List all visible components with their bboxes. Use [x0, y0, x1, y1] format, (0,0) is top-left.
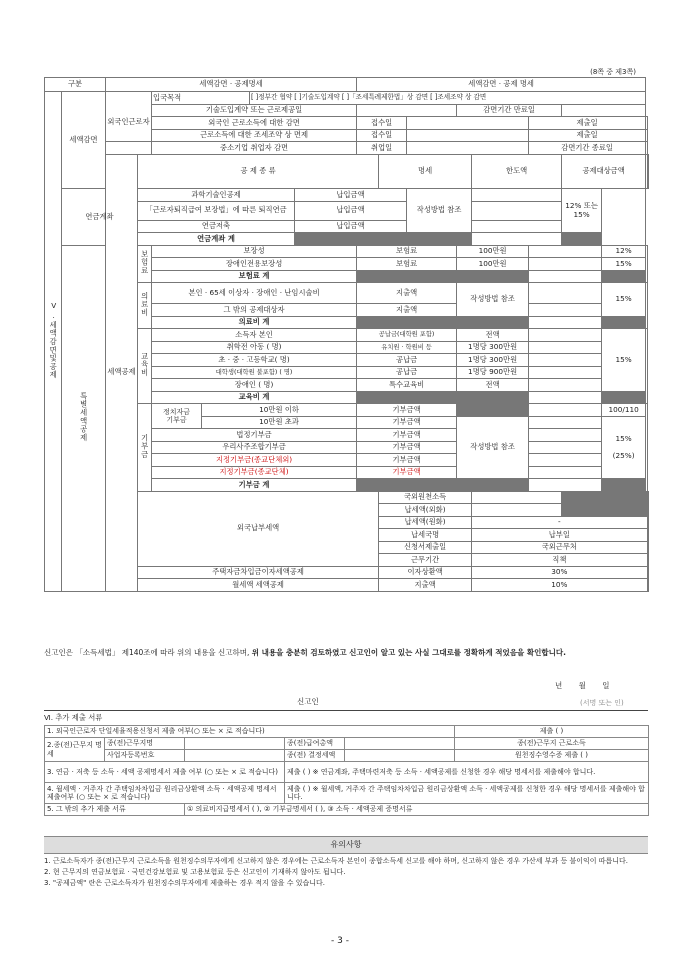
education-detail: 공납금(대학원 포함) — [357, 329, 457, 342]
pension-total: 연금계좌 계 — [138, 233, 295, 246]
header-category: 구분 — [45, 78, 106, 92]
insurance-limit: 100만원 — [457, 258, 529, 271]
tech-contract-value[interactable] — [357, 104, 457, 117]
prev-workplace-name-label: 종(전)근무지명 — [105, 738, 185, 750]
pension-item: 「근로자퇴직급여 보장법」에 따른 퇴직연금 — [138, 201, 295, 220]
credit-type-header: 공 제 종 류 — [138, 154, 379, 189]
education-target[interactable] — [529, 354, 602, 367]
education-rate: 15% — [602, 329, 646, 392]
hire-date-label: 취업일 — [357, 142, 407, 155]
submit-date-label: 제출일 — [529, 129, 646, 142]
education-item: 취학전 아동 ( 명) — [152, 341, 357, 354]
date-line: 년 월 일 — [555, 681, 610, 690]
donation-rate-top: 100/110 — [602, 404, 646, 417]
note-item: 2. 현 근무지의 연금보험료 · 국민건강보험료 및 고용보험료 등은 신고인이 기재하지 않아도 됩니다. — [44, 867, 346, 876]
pension-detail: 납입금액 — [295, 201, 407, 220]
donation-target[interactable] — [529, 441, 602, 454]
insurance-rate: 12% — [602, 245, 646, 258]
foreign-tax-key: 납세액(외화) — [379, 504, 472, 517]
medical-limit: 작성방법 참조 — [457, 283, 529, 317]
business-number-field[interactable] — [185, 750, 285, 762]
page-info: (8쪽 중 제3쪽) — [590, 68, 636, 76]
foreign-tax-key: 국외원천소득 — [379, 491, 472, 504]
pension-detail: 납입금액 — [295, 220, 407, 233]
insurance-limit: 100만원 — [457, 245, 529, 258]
reduction-label: 세액감면 — [62, 92, 106, 189]
pension-item: 과학기술인공제 — [138, 189, 295, 202]
education-limit: 1명당 300만원 — [457, 341, 529, 354]
prev-tax-field[interactable] — [345, 750, 455, 762]
insurance-item: 장애인전용보장성 — [152, 258, 357, 271]
medical-group: 의료비 — [138, 283, 152, 329]
pension-credit[interactable] — [602, 189, 646, 246]
pension-detail: 납입금액 — [295, 189, 407, 202]
doc-row-3-label: 3. 연금 · 저축 등 소득 · 세액 공제명세서 제출 여부 (○ 또는 × 로 적습니다) — [45, 762, 285, 783]
education-limit: 전액 — [457, 379, 529, 392]
section6-title: Ⅵ. 추가 제출 서류 — [44, 710, 648, 723]
education-item: 초 · 중 · 고등학교( 명) — [152, 354, 357, 367]
doc-row-1-label: 1. 외국인근로자 단일세율적용신청서 제출 여부(○ 또는 × 로 적습니다) — [45, 726, 455, 738]
pension-target[interactable] — [472, 189, 562, 202]
donation-detail: 기부금액 — [357, 441, 457, 454]
donation-item: 법정기부금 — [152, 429, 357, 442]
education-detail: 공납금 — [357, 354, 457, 367]
medical-item: 그 밖의 공제대상자 — [152, 304, 357, 317]
doc-row-5-options[interactable]: ① 의료비지급명세서 ( ), ② 기부금명세서 ( ), ③ 소득 · 세액공제 증명서류 — [185, 804, 649, 816]
doc-row-4-submit[interactable]: 제출 ( ) ※ 월세액, 거주자 간 주택임차차입금 원리금상환액 소득 · 세액공제를 신청한 경우 해당 명세서를 제출해야 합니다. — [285, 783, 649, 804]
education-target[interactable] — [529, 366, 602, 379]
rent-rate: 10% — [472, 579, 647, 592]
donation-limit: 작성방법 참조 — [457, 416, 529, 479]
deduction-table: 구분 세액감면 · 공제명세 세액감면 · 공제 명세 V.세액감면및공제 세액감면 입국목적 [ ]정부간 협약 [ ]기술도입계약 [ ]「조세특례제한법」상 감면 [ ]조세조약 상 감면 외국인근로자 기술도입계약 또는 근로제공일 감면기간 만료일 외국인 근로소득에 대한 감면 접수일 제출일 근로소득에 대한 조세조약 상 면제 접수일 제출일 중소기업 취업자 감면 취업일 감면기간 종료일 세액공제 공 제 종 류 명세 한도액 공제대상금액 연금계좌 과학기술인공제 납입금액 작성방법 참조 12% 또는 15% 「근로자퇴직급여 보장법」에 따른 퇴직연금 납입금액 연금저축 납입금액 연금계좌 계 특별세액공제 보험료 보장성 보험료 100만원 12% 장애인전용보장성 보험료 100만원 15% 보험료 계 의료비 본인 · 65세 이상자 · 장애인 · 난임시술비 지출액 작성방법 참조 15% 그 밖의 공제대상자 지출액 의료비 계 교육비 소득자 본인 공납금(대학원 포함) 전액 15% 취학전 아동 ( 명) 유치원 · 학원비 등 1명당 300만원 초 · 중 · 고등학교( 명) 공납금 1명당 300만원 대학생(대학원 불포함) ( 명) 공납금 1명당 900만원 장애인 ( 명) 특수교육비 전액 교육비 계 기부금 정치자금 기부금 10만원 이하 기부금액 100/110 10만원 초과 기부금액 작성방법 참조 15% (25%) 법정기부금 기부금액 우리사주조합기부금 기부금액 지정기부금(종교단체외) 기부금액 지정기부금(종교단체) 기부금액 기부금 계 외국납부세액 국외원천소득 납세액(외화) 납세액(원화) - 납세국명 납부일 신청서제출일 국외근무처 근무기간 직책 주택자금차입금이자세액공제 이자상환액 30% 월세액 세액공제 지출액 10% — [44, 77, 649, 592]
sign-hint: (서명 또는 인) — [580, 699, 624, 707]
header-items: 세액감면 · 공제명세 — [106, 78, 357, 92]
doc-row-2-label: 2.종(전)근무지 명세 — [45, 738, 105, 762]
donation-target[interactable] — [529, 429, 602, 442]
education-detail: 특수교육비 — [357, 379, 457, 392]
rent-detail: 지출액 — [379, 579, 472, 592]
donation-credit[interactable] — [646, 404, 647, 492]
foreign-tax-value: - — [472, 516, 647, 529]
submit-date-value[interactable] — [646, 117, 647, 130]
header-details: 세액감면 · 공제 명세 — [357, 78, 646, 92]
medical-credit[interactable] — [646, 283, 647, 329]
section-v-label: V.세액감면및공제 — [45, 92, 62, 592]
receipt-date-label: 접수일 — [357, 129, 407, 142]
donation-target[interactable] — [529, 404, 602, 417]
donation-target[interactable] — [529, 466, 602, 479]
rent-label: 월세액 세액공제 — [138, 579, 379, 592]
donation-item: 지정기부금(종교단체외) — [152, 454, 357, 467]
donation-item: 우리사주조합기부금 — [152, 441, 357, 454]
education-item: 소득자 본인 — [152, 329, 357, 342]
insurance-item: 보장성 — [152, 245, 357, 258]
housing-rate: 30% — [472, 566, 647, 579]
insurance-detail: 보험료 — [357, 245, 457, 258]
detail-header: 명세 — [379, 154, 472, 189]
donation-total: 기부금 계 — [152, 479, 357, 492]
business-number-label: 사업자등록번호 — [105, 750, 185, 762]
medical-total: 의료비 계 — [152, 316, 357, 329]
education-total: 교육비 계 — [152, 391, 357, 404]
foreign-tax-value: 국외근무처 — [472, 541, 647, 554]
education-credit[interactable] — [646, 329, 647, 404]
insurance-group: 보험료 — [138, 245, 152, 283]
housing-loan-label: 주택자금차입금이자세액공제 — [138, 566, 379, 579]
receipt-date-label: 접수일 — [357, 117, 407, 130]
education-item: 장애인 ( 명) — [152, 379, 357, 392]
insurance-total-target[interactable] — [529, 270, 602, 283]
reduction-period-end-value[interactable] — [646, 142, 647, 155]
education-target[interactable] — [529, 341, 602, 354]
applicant-label: 신고인 — [297, 697, 319, 706]
foreign-worker-label: 외국인근로자 — [106, 104, 152, 142]
foreign-tax-key: 납세국명 — [379, 529, 472, 542]
prev-workplace-name-field[interactable] — [185, 738, 285, 750]
credit-amount-header — [647, 154, 648, 189]
donation-detail: 기부금액 — [357, 416, 457, 429]
credit-label: 세액공제 — [106, 154, 138, 591]
medical-item: 본인 · 65세 이상자 · 장애인 · 난임시술비 — [152, 283, 357, 304]
treaty-exemption: 근로소득에 대한 조세조약 상 면제 — [152, 129, 357, 142]
insurance-rate: 15% — [602, 258, 646, 271]
pension-limit: 작성방법 참조 — [407, 189, 472, 233]
hire-date-value[interactable] — [407, 142, 529, 155]
pension-item: 연금저축 — [138, 220, 295, 233]
donation-item: 지정기부금(종교단체) — [152, 466, 357, 479]
doc-row-3-submit[interactable]: 제출 ( ) ※ 연금계좌, 주택마련저축 등 소득 · 세액공제를 신청한 경우 해당 명세서를 제출해야 합니다. — [285, 762, 649, 783]
prev-income-label: 종(전)근무지 근로소득 — [455, 738, 649, 750]
medical-detail: 지출액 — [357, 283, 457, 304]
foreign-tax-key: 납세액(원화) — [379, 516, 472, 529]
doc-row-5-label: 5. 그 밖의 추가 제출 서류 — [45, 804, 185, 816]
housing-detail: 이자상환액 — [379, 566, 472, 579]
insurance-credit[interactable] — [646, 245, 647, 283]
pension-target[interactable] — [472, 220, 562, 233]
foreign-tax-value: 직책 — [472, 554, 647, 567]
note-item: 1. 근로소득자가 종(전)근무지 근로소득을 원천징수의무자에게 신고하지 않은 경우에는 근로소득자 본인이 종합소득세 신고를 해야 하며, 신고하지 않은 경우 가산세 부과 등 불이익이 따릅니다. — [44, 857, 628, 865]
housing-credit[interactable] — [647, 566, 648, 579]
entry-purpose-text: [ ]정부간 협약 [ ]기술도입계약 [ ]「조세특례제한법」상 감면 [ ]조세조약 상 감면 — [250, 92, 646, 105]
insurance-total: 보험료 계 — [152, 270, 357, 283]
foreign-tax-credit[interactable] — [647, 491, 648, 566]
foreign-income-reduction: 외국인 근로소득에 대한 감면 — [152, 117, 357, 130]
receipt-date-value[interactable] — [407, 117, 529, 130]
doc-row-1-submit[interactable]: 제출 ( ) — [455, 726, 649, 738]
donation-target[interactable] — [529, 454, 602, 467]
education-limit: 전액 — [457, 329, 529, 342]
pension-group: 연금계좌 — [62, 189, 138, 246]
medical-target[interactable] — [529, 283, 602, 304]
submit-date-value[interactable] — [646, 129, 647, 142]
notes-list — [44, 856, 644, 889]
limit-header: 한도액 — [472, 154, 562, 189]
education-detail: 유치원 · 학원비 등 — [357, 341, 457, 354]
insurance-detail: 보험료 — [357, 258, 457, 271]
note-item: 3. "공제금액" 란은 근로소득자가 원천징수의무자에게 제출하는 경우 적지 않을 수 있습니다. — [44, 878, 326, 887]
political-under: 10만원 이하 — [202, 404, 357, 417]
political-donation: 정치자금 기부금 — [152, 404, 202, 429]
foreign-tax-label: 외국납부세액 — [138, 491, 379, 566]
pension-target[interactable] — [472, 201, 562, 220]
education-item: 대학생(대학원 불포함) ( 명) — [152, 366, 357, 379]
donation-detail: 기부금액 — [357, 429, 457, 442]
additional-docs-table — [44, 725, 649, 816]
medical-target[interactable] — [529, 304, 602, 317]
donation-detail: 기부금액 — [357, 454, 457, 467]
reduction-end-label: 감면기간 만료일 — [457, 104, 562, 117]
sme-employee-reduction: 중소기업 취업자 감면 — [152, 142, 357, 155]
donation-rate: 15% (25%) — [602, 416, 646, 479]
confirmation-text: 신고인은 「소득세법」 제140조에 따라 위의 내용을 신고하며, 위 내용을 충분히 검토하였고 신고인이 알고 있는 사실 그대로를 정확하게 적었음을 확인합니다. — [44, 648, 566, 657]
prev-salary-field[interactable] — [345, 738, 455, 750]
pension-total-target[interactable] — [472, 233, 562, 246]
insurance-target[interactable] — [529, 245, 602, 258]
medical-detail: 지출액 — [357, 304, 457, 317]
page-number: - 3 - — [331, 936, 349, 946]
donation-detail: 기부금액 — [357, 404, 457, 417]
donation-group: 기부금 — [138, 404, 152, 492]
insurance-target[interactable] — [529, 258, 602, 271]
donation-total-target[interactable] — [529, 479, 602, 492]
education-limit: 1명당 900만원 — [457, 366, 529, 379]
submit-date-label: 제출일 — [529, 117, 646, 130]
education-target[interactable] — [529, 379, 602, 392]
foreign-tax-value: 납부일 — [472, 529, 647, 542]
foreign-tax-key: 신청서제출일 — [379, 541, 472, 554]
foreign-tax-key: 근무기간 — [379, 554, 472, 567]
reduction-end-value[interactable] — [562, 104, 646, 117]
education-group: 교육비 — [138, 329, 152, 404]
medical-total-target[interactable] — [529, 316, 602, 329]
rent-credit[interactable] — [647, 579, 648, 592]
education-total-target[interactable] — [529, 391, 602, 404]
receipt-date-value[interactable] — [407, 129, 529, 142]
doc-row-4-label: 4. 월세액 · 거주자 간 주택임차차입금 원리금상환액 소득 · 세액공제 명세서 제출여부 (○ 또는 × 로 적습니다) — [45, 783, 285, 804]
tech-contract-label: 기술도입계약 또는 근로제공일 — [152, 104, 357, 117]
donation-detail: 기부금액 — [357, 466, 457, 479]
withholding-receipt-submit[interactable]: 원천징수영수증 제출 ( ) — [455, 750, 649, 762]
donation-target[interactable] — [529, 416, 602, 429]
top-header-row — [45, 78, 649, 92]
education-limit: 1명당 300만원 — [457, 354, 529, 367]
notes-title: 유의사항 — [44, 836, 648, 854]
education-detail: 공납금 — [357, 366, 457, 379]
special-credit-group: 특별세액공제 — [62, 245, 106, 591]
target-amount-header: 공제대상금액 — [562, 154, 646, 189]
prev-salary-label: 종(전)급여총액 — [285, 738, 345, 750]
prev-tax-label: 종(전) 결정세액 — [285, 750, 345, 762]
political-over: 10만원 초과 — [202, 416, 357, 429]
pension-rate: 12% 또는 15% — [562, 189, 602, 233]
reduction-period-end-label: 감면기간 종료일 — [529, 142, 646, 155]
education-target[interactable] — [529, 329, 602, 342]
entry-purpose-label: 입국목적 — [152, 92, 250, 105]
